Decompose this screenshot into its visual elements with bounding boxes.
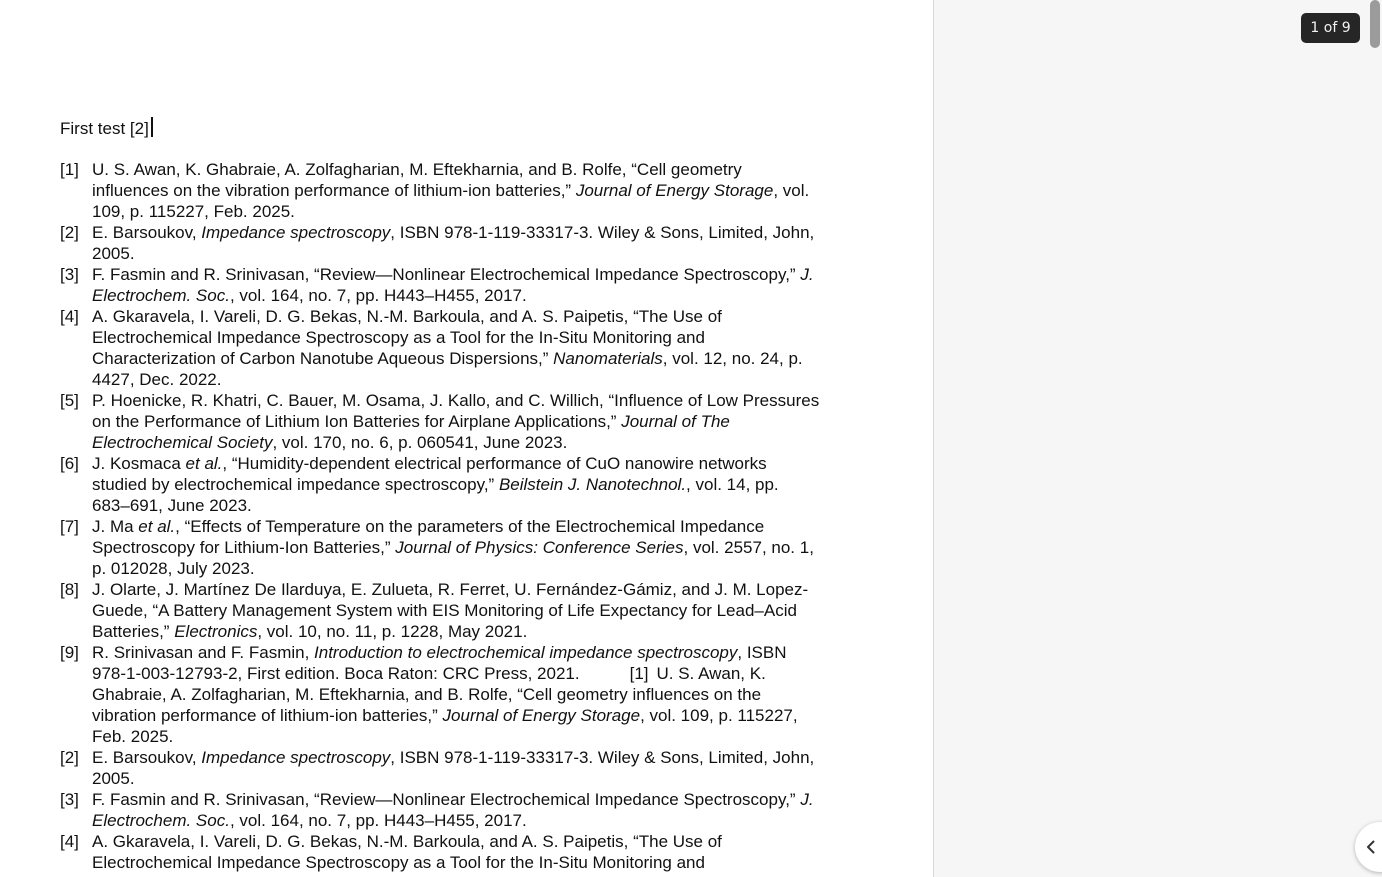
reference-text — [92, 516, 820, 579]
reference-number: [3] — [60, 790, 79, 809]
reference-text-segment: , ISBN 978-1-119-33317-3. Wiley & Sons, Limited, John, 2005. — [92, 748, 815, 788]
reference-text-segment: , vol. 109, p. 115227, Feb. 2025. — [92, 181, 810, 221]
reference-entry — [60, 831, 820, 873]
reference-text — [92, 264, 820, 306]
reference-text-segment: , vol. 10, no. 11, p. 1228, May 2021. — [257, 622, 528, 641]
reference-italic-text: Nanomaterials — [553, 349, 663, 368]
reference-italic-text: Journal of The Electrochemical Society — [92, 412, 730, 452]
reference-italic-text: Journal of Energy Storage — [442, 706, 641, 725]
reference-entry — [60, 159, 820, 222]
reference-text-segment: J. Olarte, J. Martínez De Ilarduya, E. Zulueta, R. Ferret, U. Fernández-Gámiz, and J. M. Lopez-Guede, “A Battery Management System with EIS Monitoring of Life Expectancy for Lead–Acid Batteries,” — [92, 580, 809, 641]
reference-italic-text: Journal of Physics: Conference Series — [395, 538, 684, 557]
reference-text-segment: , vol. 170, no. 6, p. 060541, June 2023. — [272, 433, 568, 452]
reference-text — [92, 390, 820, 453]
reference-entry — [60, 747, 820, 789]
reference-number: [2] — [60, 223, 79, 242]
reference-number: [7] — [60, 517, 79, 536]
reference-text — [92, 159, 820, 222]
page-indicator: 1 of 9 — [1301, 13, 1360, 43]
reference-list — [60, 159, 820, 873]
reference-entry — [60, 222, 820, 264]
reference-text-segment: U. S. Awan, K. Ghabraie, A. Zolfagharian, M. Eftekharnia, and B. Rolfe, “Cell geometry influences on the vibration performance of lithium-ion batteries,” — [92, 664, 766, 725]
reference-italic-text: Electronics — [174, 622, 258, 641]
reference-entry — [60, 453, 820, 516]
chevron-left-icon — [1363, 839, 1379, 855]
reference-text-segment: F. Fasmin and R. Srinivasan, “Review—Nonlinear Electrochemical Impedance Spectroscopy,” — [92, 790, 801, 809]
reference-text — [92, 642, 820, 747]
reference-number: [8] — [60, 580, 79, 599]
reference-text — [92, 306, 820, 390]
reference-number: [2] — [60, 748, 79, 767]
reference-text-segment: , “Humidity-dependent electrical performance of CuO nanowire networks studied by electrochemical impedance spectroscopy,” — [92, 454, 767, 494]
reference-italic-text: Beilstein J. Nanotechnol. — [498, 475, 687, 494]
reference-text-segment: U. S. Awan, K. Ghabraie, A. Zolfagharian, M. Eftekharnia, and B. Rolfe, “Cell geometry influences on the vibration performance of lithium-ion batteries,” — [92, 160, 742, 200]
reference-text-segment: J. Ma — [92, 517, 139, 536]
reference-text-segment: F. Fasmin and R. Srinivasan, “Review—Nonlinear Electrochemical Impedance Spectroscopy,” — [92, 265, 801, 284]
reference-italic-text: Impedance spectroscopy — [201, 223, 391, 242]
reference-entry — [60, 390, 820, 453]
reference-number: [3] — [60, 265, 79, 284]
reference-text — [92, 831, 820, 873]
reference-text-segment: , vol. 164, no. 7, pp. H443–H455, 2017. — [229, 286, 527, 305]
reference-entry — [60, 306, 820, 390]
reference-italic-text: Introduction to electrochemical impedance spectroscopy — [314, 643, 738, 662]
reference-entry — [60, 789, 820, 831]
reference-number: [4] — [60, 832, 79, 851]
reference-entry — [60, 516, 820, 579]
reference-italic-text: J. Electrochem. Soc. — [92, 790, 814, 830]
reference-text — [92, 222, 820, 264]
reference-text — [92, 747, 820, 789]
reference-number: [4] — [60, 307, 79, 326]
reference-text-segment: , vol. 2557, no. 1, p. 012028, July 2023. — [92, 538, 814, 578]
reference-text-segment: , vol. 12, no. 24, p. 4427, Dec. 2022. — [92, 349, 803, 389]
document-first-line[interactable] — [60, 117, 153, 139]
reference-text-segment: , ISBN 978-1-119-33317-3. Wiley & Sons, Limited, John, 2005. — [92, 223, 815, 263]
reference-entry — [60, 642, 820, 747]
reference-text-segment: E. Barsoukov, — [92, 748, 202, 767]
reference-italic-text: J. Electrochem. Soc. — [92, 265, 814, 305]
reference-entry — [60, 264, 820, 306]
reference-text — [92, 789, 820, 831]
reference-number: [1] — [629, 664, 649, 683]
reference-italic-text: et al. — [185, 454, 223, 473]
scrollbar-thumb[interactable] — [1370, 0, 1380, 48]
reference-entry — [60, 579, 820, 642]
text-cursor — [151, 117, 153, 137]
reference-number: [1] — [60, 160, 79, 179]
reference-italic-text: Impedance spectroscopy — [201, 748, 391, 767]
reference-text-segment: , vol. 164, no. 7, pp. H443–H455, 2017. — [229, 811, 527, 830]
reference-italic-text: et al. — [138, 517, 176, 536]
first-line-text: First test [2] — [60, 119, 149, 138]
reference-text-segment: P. Hoenicke, R. Khatri, C. Bauer, M. Osama, J. Kallo, and C. Willich, “Influence of Low Pressures on the Performance of Lithium Ion Batteries for Airplane Applications,” — [92, 391, 820, 431]
side-pane — [934, 0, 1382, 877]
reference-number: [6] — [60, 454, 79, 473]
reference-text-segment: , ISBN 978-1-003-12793-2, First edition. Boca Raton: CRC Press, 2021. — [92, 643, 787, 683]
reference-text-segment: J. Kosmaca — [92, 454, 186, 473]
reference-text — [92, 453, 820, 516]
reference-text-segment: A. Gkaravela, I. Vareli, D. G. Bekas, N.-M. Barkoula, and A. S. Paipetis, “The Use of Electrochemical Impedance Spectroscopy as a Tool for the In-Situ Monitoring and Characterization of Carbon Nanotube Aqueous Dispersions,” — [92, 307, 722, 368]
reference-text — [92, 579, 820, 642]
reference-number: [9] — [60, 643, 79, 662]
reference-italic-text: Journal of Energy Storage — [575, 181, 774, 200]
reference-text-segment: , vol. 109, p. 115227, Feb. 2025. — [92, 706, 798, 746]
reference-text-segment: R. Srinivasan and F. Fasmin, — [92, 643, 315, 662]
reference-text-segment: A. Gkaravela, I. Vareli, D. G. Bekas, N.-M. Barkoula, and A. S. Paipetis, “The Use of Electrochemical Impedance Spectroscopy as a Tool for the In-Situ Monitoring and — [92, 832, 722, 872]
reference-number: [5] — [60, 391, 79, 410]
reference-text-segment: E. Barsoukov, — [92, 223, 202, 242]
reference-text-segment: , “Effects of Temperature on the parameters of the Electrochemical Impedance Spectroscopy for Lithium-Ion Batteries,” — [92, 517, 765, 557]
reference-text-segment: , vol. 14, pp. 683–691, June 2023. — [92, 475, 779, 515]
